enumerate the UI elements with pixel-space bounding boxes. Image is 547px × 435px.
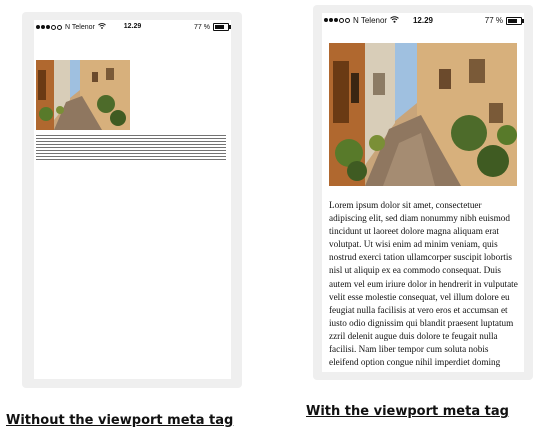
carrier-name: N Telenor [65, 23, 95, 31]
battery-icon [213, 23, 229, 31]
status-bar-right [485, 16, 522, 25]
status-time: 12.29 [123, 23, 142, 30]
caption-with-viewport: With the viewport meta tag [306, 404, 509, 419]
battery-percent: 77 % [484, 16, 503, 25]
status-time: 12.29 [412, 16, 434, 25]
battery-percent: 77 % [194, 23, 210, 31]
tiny-unscaled-text [36, 135, 226, 161]
phone-screen [322, 13, 524, 372]
status-bar [34, 20, 231, 38]
phone-screen [34, 20, 231, 379]
battery-icon [506, 17, 522, 25]
phone-without-viewport [22, 12, 242, 388]
carrier-name: N Telenor [353, 16, 388, 25]
status-bar-right [194, 23, 229, 31]
street-photo [329, 43, 517, 186]
status-bar [322, 13, 524, 31]
street-photo [36, 60, 130, 130]
body-paragraph: Lorem ipsum dolor sit amet, consectetuer adipiscing elit, sed diam nonummy nibh euismod tincidunt ut laoreet dolore magna aliquam erat volutpat. Ut wisi enim ad minim veniam, quis nostrud exerci tation ullamcorper suscipit lobortis nisl ut aliquip ex ea commodo consequat. Duis autem vel eum iriure dolor in hendrerit in vulputate velit esse molestie consequat, vel illum dolore eu feugiat nulla facilisis at vero eros et accumsan et iusto odio dignissim qui blandit praesent luptatum zzril delenit augue duis dolore te feugait nulla facilisi. Nam liber tempor cum soluta nobis eleifend option congue nihil imperdiet doming [329, 200, 518, 368]
caption-without-viewport: Without the viewport meta tag [6, 413, 234, 428]
phone-with-viewport [313, 5, 533, 380]
